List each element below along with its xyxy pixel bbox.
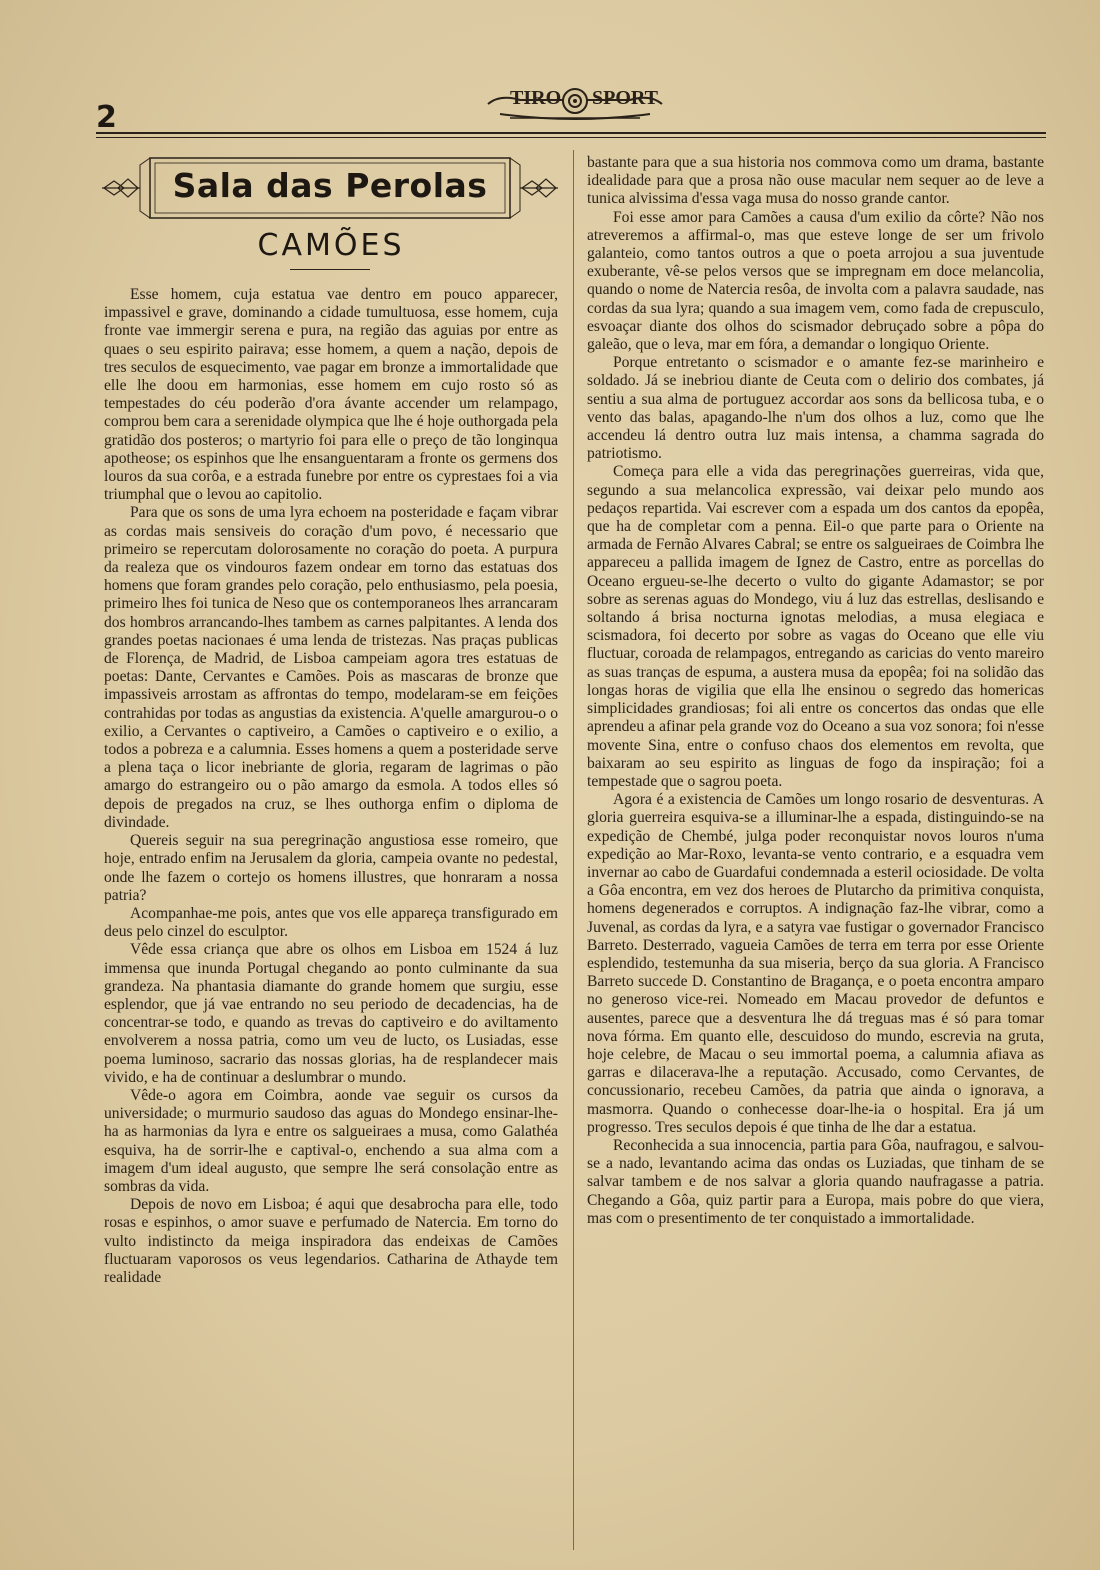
- paragraph: Agora é a existencia de Camões um longo rosario de desventuras. A gloria guerreira esquiva-se a illuminar-lhe a espada, distinguindo-se na expedição de Chembé, julga poder reconquistar novos louros n'uma expedição ao Mar-Roxo, levanta-se vento contrario, e a esquadra vem invernar ao cabo de Guardafui condemnada a esteril ociosidade. De volta a Gôa encontra, em vez dos heroes de Plutarcho da primitiva conquista, homens degenerados e corruptos. A indignação faz-lhe vibrar, como a Juvenal, as cordas da lyra, e a satyra vae fustigar o governador Francisco Barreto. Desterrado, vagueia Camões de terra em terra por esse Oriente esplendido, testemunha da sua miseria, berço da sua gloria. A Francisco Barreto succede D. Constantino de Bragança, e o poeta encontra amparo no generoso vice-rei. Nomeado em Macau provedor de defuntos e ausentes, parece que a desventura lhe dá treguas mas é só para tomar nova fórma. Em quanto elle, descuidoso do mundo, escrevia na gruta, hoje celebre, de Macau o seu immortal poema, a calumnia afiava as garras e dilacerava-lhe a reputação. Accusado, como Cervantes, de concussionario, recebeu Camões, da patria que ainda o ignorava, a masmorra. Quando o conhecesse doar-lhe-ia o hospital. Era já um progresso. Tres seculos depois é que tinha de lhe dar a estatua.: [587, 791, 1044, 1136]
- paragraph: Porque entretanto o scismador e o amante fez-se marinheiro e soldado. Já se inebriou diante de Ceuta com o delirio dos combates, já sentiu a sua alma de portuguez accordar aos sons da bellicosa tuba, e o vento das balas, apagando-lhe n'um dos olhos a luz, como que lhe accendeu lá dentro outra luz mais intensa, a chamma sagrada do patriotismo.: [587, 354, 1044, 463]
- paragraph: Começa para elle a vida das peregrinações guerreiras, vida que, segundo a sua melancolica expressão, vai deixar pelo mundo aos pedaços repartida. Vai escrever com a espada um dos cantos da epopêa, que ha de completar com a penna. Eil-o que parte para o Oriente na armada de Fernão Alvares Cabral; se entre os salgueiraes de Coimbra lhe appareceu a pallida imagem de Ignez de Castro, entre as porcellas do Oceano ergueu-se-lhe decerto o vulto do gigante Adamastor; se por sobre as serenas aguas do Mondego, viu á luz das estrellas, deslisando e soltando á brisa nocturna ignotas melodias, a musa elegiaca e scismadora, foi decerto por sobre as vagas do Oceano que elle viu fluctuar, coroada de relampagos, entregando as caricias do vento mareiro as suas tranças de espuma, a austera musa da epopêa; foi na solidão das longas horas de vigilia que ella lhe ensinou o segredo das homericas simplicidades grandiosas; foi ali entre os concertos das ondas que elle aprendeu a afinar pela grande voz do Oceano a sua voz sonora; foi n'esse movente Sina, entre o confuso chaos dos elementos em revolta, que baixaram ao seu espirito as linguas de fogo da inspiração; foi a tempestade que o sagrou poeta.: [587, 463, 1044, 790]
- svg-text:SPORT: SPORT: [592, 87, 658, 109]
- right-column: [587, 154, 1044, 1228]
- paragraph: bastante para que a sua historia nos commova como um drama, bastante idealidade para que a prosa não ouse macular nem sequer ao de leve a tunica alvissima d'essa vaga musa do nosso grande cantor.: [587, 154, 1044, 208]
- page-number: 2: [96, 100, 117, 135]
- paragraph: Vêde essa criança que abre os olhos em Lisboa em 1524 á luz immensa que inunda Portugal chegando ao ponto culminante da sua grandeza. Na phantasia diamante do grande homem que surgiu, esse esplendor, que já vae entrando no seu periodo de decadencias, ha de concentrar-se todo, e quando as trevas do captiveiro e do aviltamento envolverem a nossa patria, como um veu de lucto, os Lusiadas, esse poema luminoso, sacrario das nossas glorias, ha de resplandecer mais vivido, e ha de continuar a deslumbrar o mundo.: [104, 941, 558, 1086]
- left-column: [104, 286, 558, 1287]
- title-underline: [290, 269, 370, 270]
- paragraph: Acompanhae-me pois, antes que vos elle appareça transfigurado em deus pelo cinzel do esculptor.: [104, 904, 558, 941]
- header-rule: [96, 132, 1046, 134]
- paragraph: Reconhecida a sua innocencia, partia para Gôa, naufragou, e salvou-se a nado, levantando acima das ondas os Luziadas, que tinham de se salvar tambem e de nos salvar a gloria quando naufragasse a patria. Chegando a Gôa, quiz partir para a Europa, mais pobre do que viera, mas com o presentimento de ter conquistado a immortalidade.: [587, 1136, 1044, 1227]
- paragraph: Vêde-o agora em Coimbra, aonde vae seguir os cursos da universidade; o murmurio saudoso das aguas do Mondego ensinar-lhe-ha as harmonias da lyra e entre os salgueiraes a musa, como Galathéa esquiva, ha de sorrir-lhe e captival-o, enchendo a sua alma com a imagem d'um ideal augusto, que sempre lhe será consolação entre as sombras da vida.: [104, 1086, 558, 1195]
- section-title: Sala das Perolas: [172, 166, 488, 205]
- paragraph: Esse homem, cuja estatua vae dentro em pouco apparecer, impassivel e grave, dominando a cidade tumultuosa, esse homem, cuja fronte vae immergir serena e pura, na região das aguias por entre as quaes o seu espirito pairava; esse homem, a quem a nação, depois de tres seculos de esquecimento, vae pagar em bronze a immortalidade que elle lhe doou em harmonias, esse homem em cujo rosto só as tempestades do céu poderão d'ora ávante accender um relampago, comprou bem cara a serenidade olympica que lhe é hoje outhorgada pela gratidão dos posteros; o martyrio foi para elle o preço de tão longinqua apotheose; os espinhos que lhe ensanguentaram a fronte os germens dos louros da sua corôa, e a estrada funebre por entre os cyprestaes foi a via triumphal que o levou ao capitolio.: [104, 286, 558, 504]
- svg-text:TIRO: TIRO: [510, 87, 562, 109]
- paragraph: Depois de novo em Lisboa; é aqui que desabrocha para elle, todo rosas e espinhos, o amor suave e perfumado de Natercia. Em torno do vulto indistincto da meiga inspiradora das endeixas de Camões fluctuaram vaporosos os veus legendarios. Catharina de Athayde tem realidade: [104, 1196, 558, 1286]
- paragraph: Para que os sons de uma lyra echoem na posteridade e façam vibrar as cordas mais sensiveis do coração d'um povo, é necessario que primeiro se repercutam dolorosamente no coração do poeta. A purpura da realeza que os vindouros fazem ondear em torno das estatuas dos homens que foram grandes pelo coração, pelo enthusiasmo, pela poesia, primeiro lhes foi tunica de Neso que os contemporaneos lhes arrancaram dos hombros arrancando-lhes tambem as carnes palpitantes. A lenda dos grandes poetas nacionaes é uma lenda de tristezas. Nas praças publicas de Florença, de Madrid, de Lisboa campeiam agora tres estatuas de poetas: Dante, Cervantes e Camões. Pois as mascaras de bronze que impassiveis arrostam as affrontas do tempo, modelaram-se em feições contrahidas por todas as angustias da existencia. A'quelle amargurou-o o exilio, a Cervantes o captiveiro, a Camões o captiveiro e o exilio, a todos a pobreza e a calumnia. Esses homens a quem a posteridade serve a plena taça o licor inebriante de gloria, regaram de lagrimas o pão amargo do estrangeiro ou o pão amargo da esmola. A todos elles só depois de pregados na cruz, se lhes outhorga enfim o diploma de divindade.: [104, 504, 558, 831]
- paragraph: Foi esse amor para Camões a causa d'um exilio da côrte? Não nos atreveremos a affirmal-o, mas que esteve longe de ser um frivolo galanteio, como tantos outros a que o poeta arrojou a sua juventude exuberante, vê-se pelos versos que se impregnam em doce melancolia, quando o nome de Natercia resôa, de involta com a palavra saudade, nas cordas da sua lyra; quando a sua imagem vem, como fada de crepusculo, esvoaçar diante dos olhos do scismador debruçado sobre a pôpa do galeão, que o leva, mar em fóra, a demandar o longiquo Oriente.: [587, 208, 1044, 354]
- column-divider: [573, 150, 574, 1550]
- paragraph: Quereis seguir na sua peregrinação angustiosa esse romeiro, que hoje, entrado enfim na Jerusalem da gloria, campeia ovante no pedestal, onde lhe fazem o cortejo os homens illustres, que honraram a nossa patria?: [104, 832, 558, 904]
- masthead-logo: [480, 74, 670, 126]
- header-rule-thin: [96, 137, 1046, 138]
- article-title: CAMÕES: [257, 228, 405, 263]
